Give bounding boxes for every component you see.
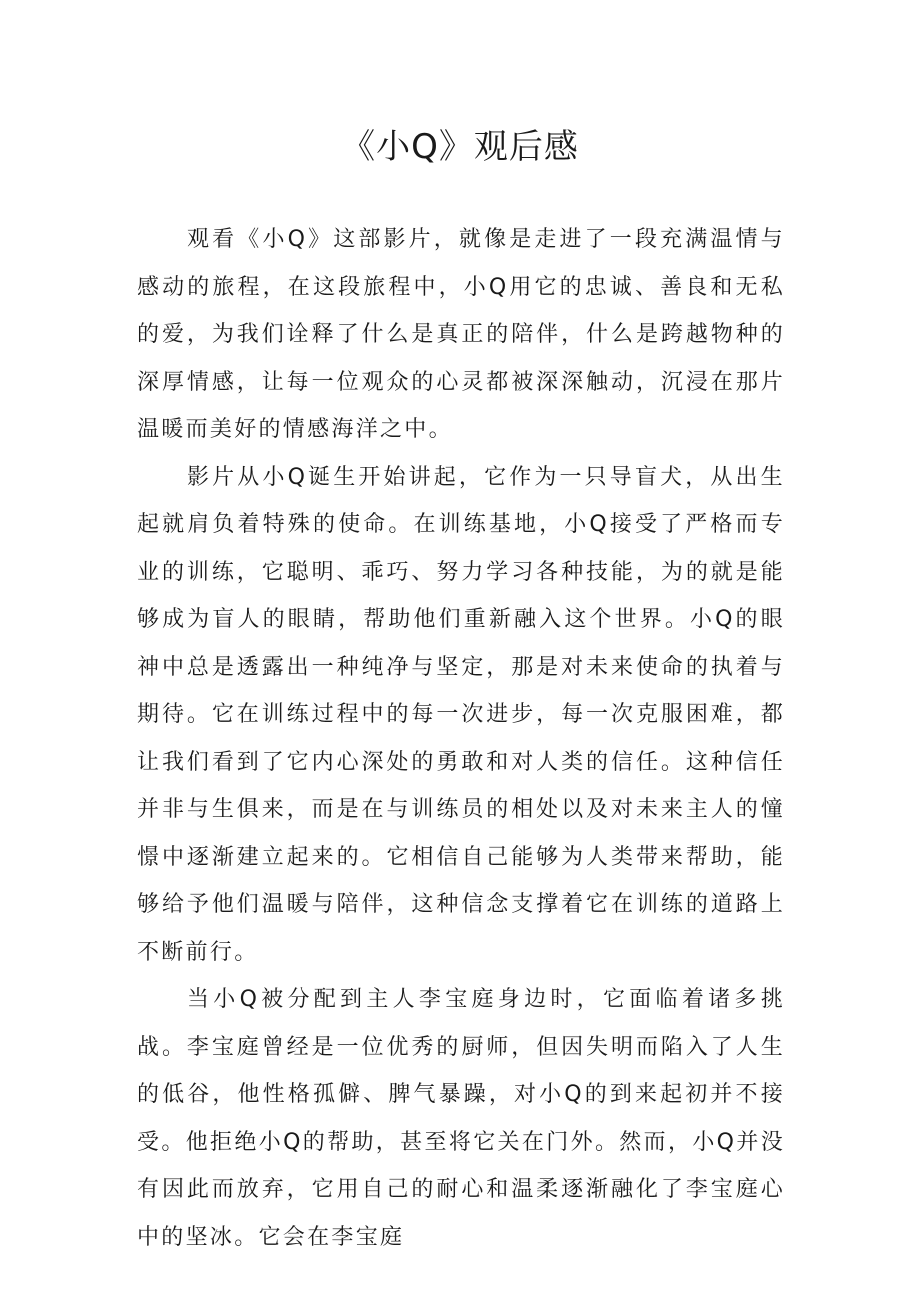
paragraph-2: 影片从小Q诞生开始讲起，它作为一只导盲犬，从出生起就肩负着特殊的使命。在训练基地，小Q接受了严格而专业的训练，它聪明、乖巧、努力学习各种技能，为的就是能够成为盲人的眼睛，帮助他们重新融入这个世界。小Q的眼神中总是透露出一种纯净与坚定，那是对未来使命的执着与期待。它在训练过程中的每一次进步，每一次克服困难，都让我们看到了它内心深处的勇敢和对人类的信任。这种信任并非与生俱来，而是在与训练员的相处以及对未来主人的憧憬中逐渐建立起来的。它相信自己能够为人类带来帮助，能够给予他们温暖与陪伴，这种信念支撑着它在训练的道路上不断前行。: [137, 464, 785, 965]
paragraph-1: 观看《小Q》这部影片，就像是走进了一段充满温情与感动的旅程，在这段旅程中，小Q用它的忠诚、善良和无私的爱，为我们诠释了什么是真正的陪伴，什么是跨越物种的深厚情感，让每一位观众的心灵都被深深触动，沉浸在那片温暖而美好的情感海洋之中。: [137, 227, 785, 442]
paragraph-3: 当小Q被分配到主人李宝庭身边时，它面临着诸多挑战。李宝庭曾经是一位优秀的厨师，但因失明而陷入了人生的低谷，他性格孤僻、脾气暴躁，对小Q的到来起初并不接受。他拒绝小Q的帮助，甚至将它关在门外。然而，小Q并没有因此而放弃，它用自己的耐心和温柔逐渐融化了李宝庭心中的坚冰。它会在李宝庭: [137, 987, 785, 1250]
document-body: [137, 216, 785, 1261]
page-title: 《小Q》观后感: [341, 127, 579, 167]
